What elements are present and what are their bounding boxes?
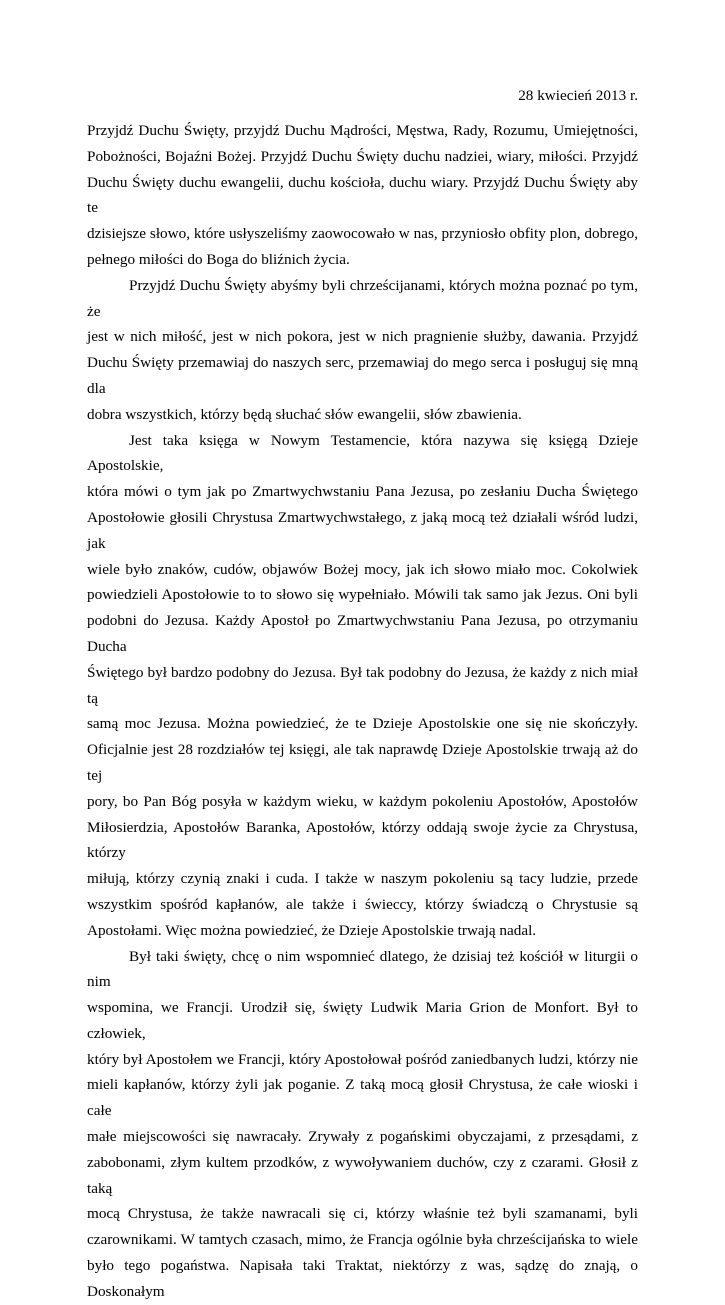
- text-line: Apostołami. Więc można powiedzieć, że Dzieje Apostolskie trwają nadal.: [87, 921, 537, 939]
- text-line: Duchu Święty przemawiaj do naszych serc, przemawiaj do mego serca i posługuj się mną dla: [87, 354, 638, 397]
- text-line: samą moc Jezusa. Można powiedzieć, że te Dzieje Apostolskie one się nie skończyły.: [87, 715, 638, 733]
- paragraph-4: [87, 944, 638, 1305]
- text-line: który był Apostołem we Francji, który Apostołował pośród zaniedbanych ludzi, którzy nie: [87, 1050, 638, 1068]
- text-line: mieli kapłanów, którzy żyli jak poganie. Z taką mocą głosił Chrystusa, że całe wioski i całe: [87, 1076, 638, 1120]
- text-line: pory, bo Pan Bóg posyła w każdym wieku, w każdym pokoleniu Apostołów, Apostołów: [87, 792, 638, 810]
- text-line: wiele było znaków, cudów, objawów Bożej mocy, jak ich słowo miało moc. Cokolwiek: [87, 560, 638, 578]
- text-line: dobra wszystkich, którzy będą słuchać słów ewangelii, słów zbawienia.: [87, 405, 522, 423]
- text-line: pełnego miłości do Boga do bliźnich życia.: [87, 250, 350, 268]
- text-line: małe miejscowości się nawracały. Zrywały z pogańskimi obyczajami, z przesądami, z: [87, 1128, 638, 1146]
- text-line: która mówi o tym jak po Zmartwychwstaniu Pana Jezusa, po zesłaniu Ducha Świętego: [87, 483, 638, 501]
- document-body: [87, 118, 638, 1305]
- text-line: mocą Chrystusa, że także nawracali się ci, którzy właśnie też byli szamanami, byli: [87, 1205, 638, 1223]
- text-line: wszystkim spośród kapłanów, ale także i świeccy, którzy świadczą o Chrystusie są: [87, 895, 638, 913]
- text-line: Pobożności, Bojaźni Bożej. Przyjdź Duchu Święty duchu nadziei, wiary, miłości. Przyjdź: [87, 147, 638, 165]
- text-line: dzisiejsze słowo, które usłyszeliśmy zaowocowało w nas, przyniosło obfity plon, dobrego,: [87, 225, 638, 243]
- text-line: powiedzieli Apostołowie to to słowo się wypełniało. Mówili tak samo jak Jezus. Oni byli: [87, 586, 638, 604]
- text-line: miłują, którzy czynią znaki i cuda. I także w naszym pokoleniu są tacy ludzie, przede: [87, 870, 638, 888]
- text-line: jest w nich miłość, jest w nich pokora, jest w nich pragnienie służby, dawania. Przyjdź: [87, 328, 638, 346]
- document-date: 28 kwiecień 2013 r.: [518, 87, 638, 104]
- paragraph-1: [87, 118, 638, 273]
- text-line: Jest taka księga w Nowym Testamencie, która nazywa się księgą Dzieje Apostolskie,: [87, 431, 638, 475]
- text-line: było tego pogaństwa. Napisała taki Traktat, niektórzy z was, sądzę do znają, o Doskonałym: [87, 1257, 638, 1300]
- text-line: Apostołowie głosili Chrystusa Zmartwychwstałego, z jaką mocą też działali wśród ludzi, jak: [87, 508, 638, 552]
- text-line: zabobonami, złym kultem przodków, z wywoływaniem duchów, czy z czarami. Głosił z taką: [87, 1153, 638, 1197]
- text-line: Świętego był bardzo podobny do Jezusa. Był tak podobny do Jezusa, że każdy z nich miał tą: [87, 663, 638, 707]
- paragraph-3: [87, 428, 638, 944]
- text-line: Oficjalnie jest 28 rozdziałów tej księgi, ale tak naprawdę Dzieje Apostolskie trwają aż do tej: [87, 741, 638, 784]
- text-line: wspomina, we Francji. Urodził się, święty Ludwik Maria Grion de Monfort. Był to człowiek,: [87, 999, 638, 1042]
- text-line: czarownikami. W tamtych czasach, mimo, że Francja ogólnie była chrześcijańska to wiele: [87, 1231, 638, 1249]
- text-line: Duchu Święty duchu ewangelii, duchu kościoła, duchu wiary. Przyjdź Duchu Święty aby te: [87, 173, 638, 217]
- text-line: Miłosierdzia, Apostołów Baranka, Apostołów, którzy oddają swoje życie za Chrystusa, którzy: [87, 818, 638, 862]
- paragraph-2: [87, 273, 638, 428]
- text-line: Przyjdź Duchu Święty, przyjdź Duchu Mądrości, Męstwa, Rady, Rozumu, Umiejętności,: [87, 122, 638, 139]
- text-line: Przyjdź Duchu Święty abyśmy byli chrześcijanami, których można poznać po tym, że: [87, 276, 638, 320]
- text-line: podobni do Jezusa. Każdy Apostoł po Zmartwychwstaniu Pana Jezusa, po otrzymaniu Ducha: [87, 612, 638, 655]
- text-line: Był taki święty, chcę o nim wspomnieć dlatego, że dzisiaj też kościół w liturgii o nim: [87, 947, 638, 991]
